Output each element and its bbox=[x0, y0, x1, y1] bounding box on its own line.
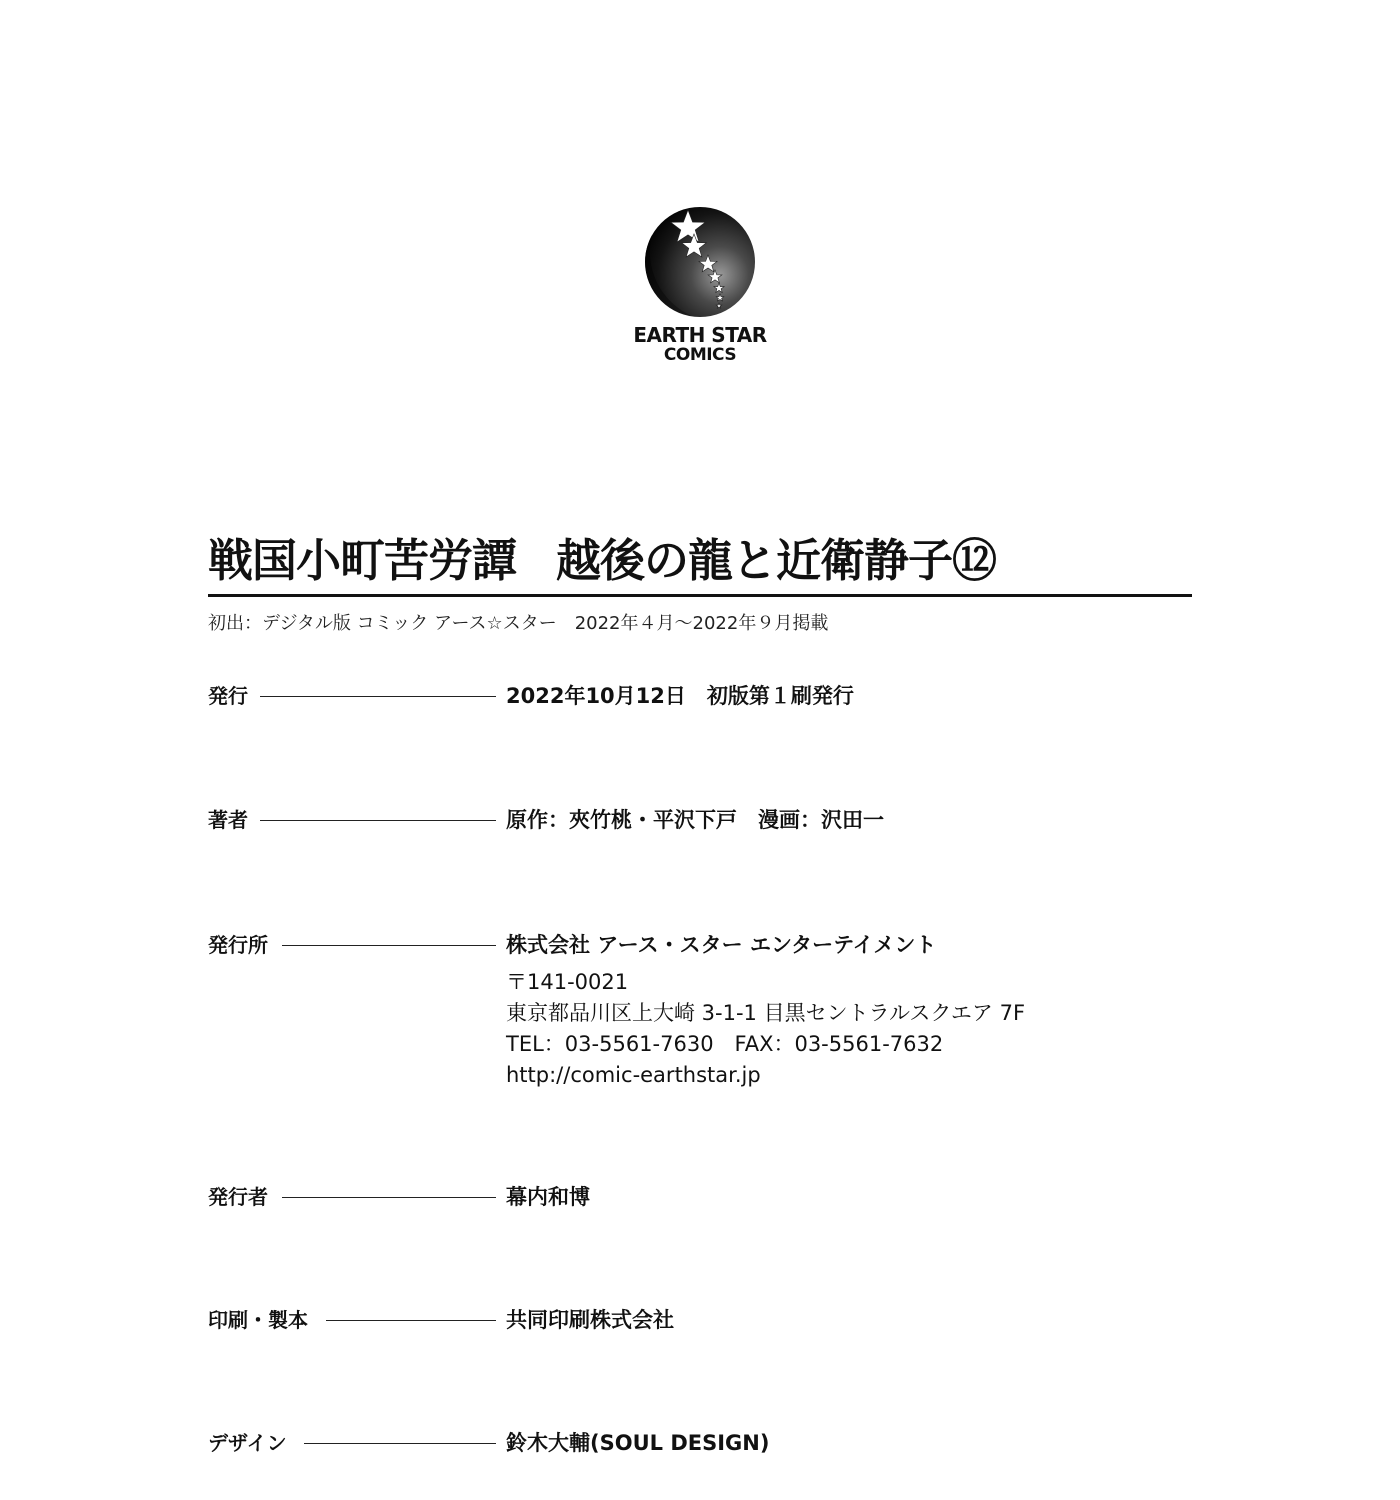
colophon-row-publisher-person bbox=[208, 1182, 1168, 1212]
design-label: デザイン bbox=[208, 1431, 287, 1455]
issue-label: 発行 bbox=[208, 684, 248, 708]
publisher-value: 株式会社 アース・スター エンターテイメント bbox=[506, 933, 937, 957]
publisher-postal-code: 〒141-0021 bbox=[506, 970, 629, 994]
publisher-person-label: 発行者 bbox=[208, 1185, 268, 1209]
leader-line bbox=[304, 1443, 496, 1444]
design-value: 鈴木大輔(SOUL DESIGN) bbox=[506, 1431, 770, 1455]
title-sub: 越後の龍と近衛静子⑫ bbox=[556, 534, 997, 587]
leader-line bbox=[326, 1320, 496, 1321]
issue-value: 2022年10月12日 初版第１刷発行 bbox=[506, 684, 854, 708]
publisher-label: 発行所 bbox=[208, 933, 268, 957]
first-publication-note: 初出：デジタル版 コミック アース☆スター 2022年４月〜2022年９月掲載 bbox=[208, 613, 829, 634]
colophon-row-author bbox=[208, 805, 1168, 835]
title-divider bbox=[208, 594, 1192, 597]
colophon-row-publisher bbox=[208, 930, 1168, 960]
planet-stars-icon bbox=[620, 205, 780, 320]
leader-line bbox=[282, 945, 496, 946]
colophon-row-issue bbox=[208, 681, 1168, 711]
publisher-person-value: 幕内和博 bbox=[506, 1185, 590, 1209]
colophon-row-design bbox=[208, 1428, 1168, 1458]
leader-line bbox=[260, 820, 496, 821]
author-value: 原作：夾竹桃・平沢下戸 漫画：沢田一 bbox=[506, 808, 884, 832]
publisher-address: 東京都品川区上大崎 3-1-1 目黒セントラルスクエア 7F bbox=[506, 1001, 1026, 1025]
publisher-url[interactable]: http://comic-earthstar.jp bbox=[506, 1063, 761, 1087]
logo-text-line2: COMICS bbox=[663, 345, 737, 365]
leader-line bbox=[260, 696, 496, 697]
earth-star-comics-logo bbox=[620, 205, 780, 370]
leader-line bbox=[282, 1197, 496, 1198]
title-main: 戦国小町苦労譚 bbox=[208, 534, 517, 587]
logo-text-line1: EARTH STAR bbox=[633, 323, 767, 347]
colophon-row-printing bbox=[208, 1305, 1168, 1335]
printing-value: 共同印刷株式会社 bbox=[506, 1308, 674, 1332]
author-label: 著者 bbox=[208, 808, 248, 832]
publisher-phone-fax: TEL：03-5561-7630 FAX：03-5561-7632 bbox=[506, 1032, 944, 1056]
book-title bbox=[208, 524, 996, 589]
printing-label: 印刷・製本 bbox=[208, 1308, 308, 1332]
